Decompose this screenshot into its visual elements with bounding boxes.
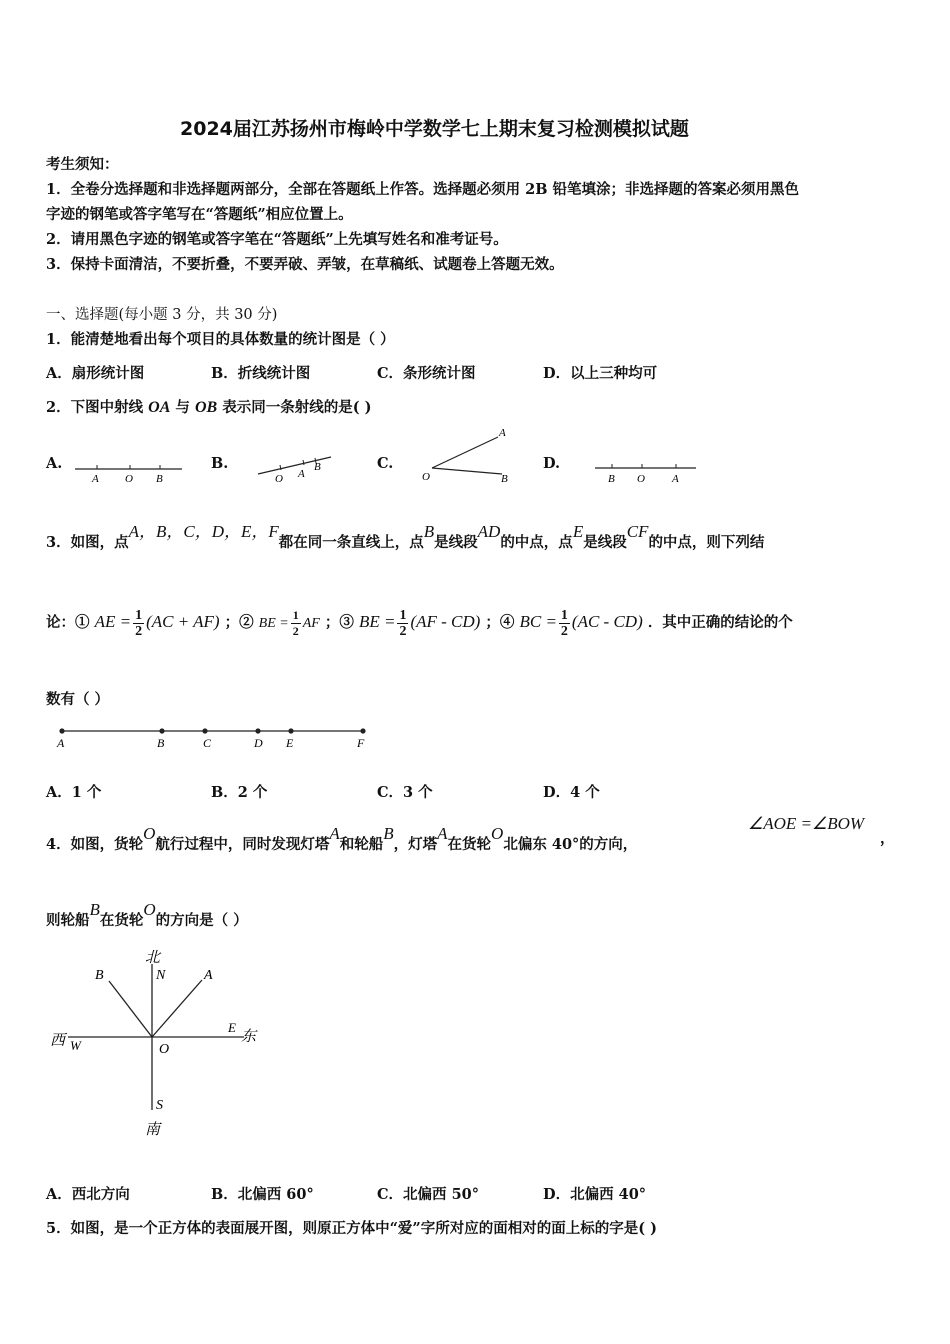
q3-stem-line-3: 数有（ ） [46, 691, 110, 708]
notice-item-1-line-1: 1．全卷分选择题和非选择题两部分，全部在答题纸上作答。选择题必须用 2B 铅笔填涂；非选择题的答案必须用黑色 [46, 181, 800, 198]
formula-1-rhs: (AC + AF) [146, 612, 220, 631]
formula-2-rhs: AF [302, 616, 320, 631]
q2a-label-o: O [125, 473, 133, 485]
q1-stem: 1．能清楚地看出每个项目的具体数量的统计图是（ ） [46, 331, 395, 348]
notice-item-2: 2．请用黑色字迹的钢笔或答字笔在“答题纸”上先填写姓名和准考证号。 [46, 231, 508, 248]
q3-option-d[interactable]: D．4 个 [543, 784, 600, 801]
formula-3-rhs: (AF - CD) [410, 612, 481, 631]
q4-option-b[interactable]: B．北偏西 60° [211, 1186, 314, 1203]
q2-option-d-label[interactable]: D. [543, 455, 561, 472]
q2d-label-o: O [637, 473, 645, 485]
q2b-label-b: B [314, 461, 321, 473]
notice-item-1-line-2: 字迹的钢笔或答字笔写在“答题纸”相应位置上。 [46, 206, 353, 223]
q2-option-a-label[interactable]: A. [46, 455, 63, 472]
q3-stem-line-2: 论：① AE = $\frac{1}{2}$ (AC + AF) ；② BE = $\frac{1}{2}$ AF ；③ BE = $\frac{1}{2}$ (AF - CD) ；④ BC = $\frac{1}{2}$ (AC - CD) ．其中正确的结论的个 [46, 607, 793, 639]
q2c-label-b: B [501, 473, 508, 485]
label-north: 北 [145, 950, 161, 966]
q3-point-c [202, 728, 207, 733]
q2a-label-b: B [156, 473, 163, 485]
label-east: 东 [241, 1029, 257, 1045]
label-south: 南 [145, 1122, 161, 1138]
q3-option-b[interactable]: B．2 个 [211, 784, 268, 801]
ray-ob [109, 981, 152, 1037]
q4-comma: ， [880, 830, 895, 847]
q4-option-c[interactable]: C．北偏西 50° [377, 1186, 480, 1203]
label-w: W [70, 1038, 81, 1053]
q2b-label-a: A [298, 468, 305, 480]
formula-4-frac: $\frac{1}{2}$ [560, 607, 568, 639]
q2c-label-a: A [499, 427, 506, 439]
q3-label-e: E [286, 736, 294, 750]
formula-2-frac: $\frac{1}{2}$ [292, 607, 299, 638]
q2-figure-d [590, 455, 700, 487]
q2-option-c-label[interactable]: C. [377, 455, 394, 472]
q4-compass-figure [44, 944, 274, 1142]
q3-label-a: A [57, 736, 65, 750]
q3-option-a[interactable]: A．1 个 [46, 784, 102, 801]
label-o: O [159, 1042, 170, 1057]
q3-label-c: C [203, 736, 212, 750]
q2a-label-a: A [92, 473, 99, 485]
label-b: B [95, 968, 104, 983]
label-a: A [204, 968, 213, 983]
formula-4-lhs: BC = [519, 612, 557, 631]
q3-point-b [159, 728, 164, 733]
q4-stem-line-1: 4．如图，货轮O航行过程中，同时发现灯塔A和轮船B，灯塔A在货轮O北偏东 40°的方向， [46, 824, 638, 853]
formula-4-rhs: (AC - CD) [571, 612, 643, 631]
ray-oa [152, 980, 202, 1037]
q3-point-e [288, 728, 293, 733]
notice-heading: 考生须知： [46, 156, 119, 173]
label-n: N [156, 968, 166, 983]
q2d-label-a: A [672, 473, 679, 485]
q3-point-d [255, 728, 260, 733]
q3-stem-line-1: 3．如图，点A，B，C，D，E，F都在同一条直线上，点B是线段AD的中点，点E是线段CF的中点，则下列结 [46, 522, 765, 551]
formula-3-frac: $\frac{1}{2}$ [399, 607, 407, 639]
formula-3-lhs: BE = [358, 612, 396, 631]
q1-option-a[interactable]: A．扇形统计图 [46, 365, 145, 382]
q2-figure-c [418, 422, 518, 488]
q2-figure-a [70, 455, 185, 487]
q3-point-f [360, 728, 365, 733]
q2c-label-o: O [422, 471, 430, 483]
q5-stem: 5．如图，是一个正方体的表面展开图，则原正方体中“爱”字所对应的面相对的面上标的字是( ) [46, 1220, 658, 1237]
q3-label-b: B [157, 736, 165, 750]
label-e: E [228, 1020, 236, 1035]
label-west: 西 [50, 1033, 66, 1049]
q2d-label-b: B [608, 473, 615, 485]
formula-1-frac: $\frac{1}{2}$ [135, 607, 143, 639]
q2-figure-b [255, 448, 335, 484]
q1-option-b[interactable]: B．折线统计图 [211, 365, 311, 382]
page-title: 2024届江苏扬州市梅岭中学数学七上期末复习检测模拟试题 [180, 118, 689, 140]
q1-option-c[interactable]: C．条形统计图 [377, 365, 476, 382]
formula-2-lhs: BE = [258, 616, 289, 631]
q4-angle-relation: ∠AOE =∠BOW [748, 814, 865, 833]
q3-figure-line [50, 722, 380, 752]
q3-label-d: D [254, 736, 263, 750]
label-s: S [156, 1098, 163, 1113]
q2-option-b-label[interactable]: B. [211, 455, 229, 472]
q2b-label-o: O [275, 473, 283, 484]
q1-option-d[interactable]: D．以上三种均可 [543, 365, 658, 382]
formula-1-lhs: AE = [94, 612, 132, 631]
q3-option-c[interactable]: C．3 个 [377, 784, 433, 801]
q3-label-f: F [357, 736, 365, 750]
notice-item-3: 3．保持卡面清洁，不要折叠，不要弄破、弄皱，在草稿纸、试题卷上答题无效。 [46, 256, 564, 273]
section-heading: 一、选择题(每小题 3 分，共 30 分) [46, 307, 278, 323]
q4-option-d[interactable]: D．北偏西 40° [543, 1186, 647, 1203]
q4-stem-line-2: 则轮船B在货轮O的方向是（ ） [46, 900, 248, 929]
q4-option-a[interactable]: A．西北方向 [46, 1186, 130, 1203]
q3-point-a [59, 728, 64, 733]
q2-stem: 2．下图中射线 OA 与 OB 表示同一条射线的是( ) [46, 399, 372, 416]
